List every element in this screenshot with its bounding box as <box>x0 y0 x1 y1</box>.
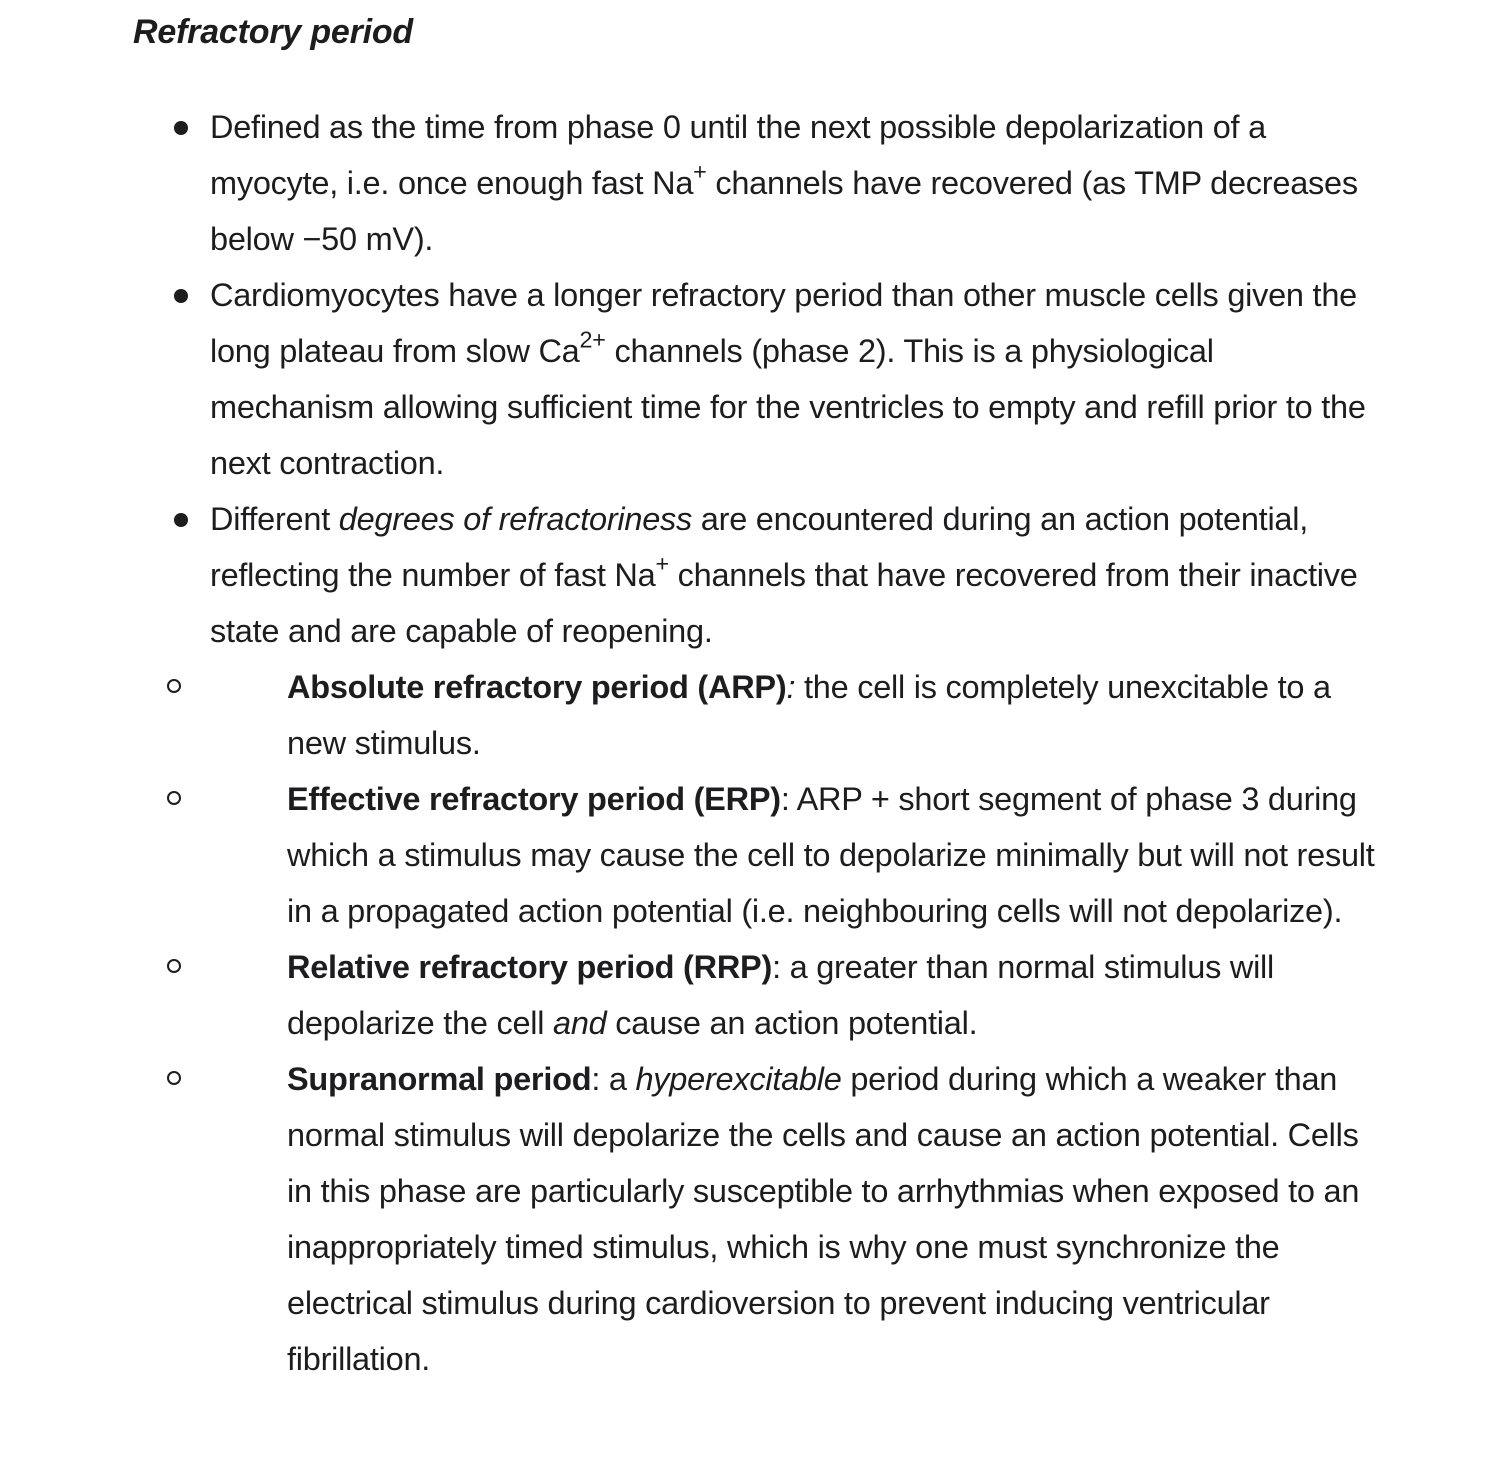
bullet-item-definition <box>133 99 1383 267</box>
sub-text: the cell is completely unexcitable to a new stimulus. <box>287 669 1331 761</box>
document-section <box>133 10 1383 1377</box>
superscript: + <box>693 158 707 185</box>
term-label: Supranormal period <box>287 1061 592 1097</box>
bullet-text: are encountered during an action potential, reflecting the number of fast Na <box>210 501 1308 593</box>
italic-text: and <box>553 1005 607 1041</box>
sub-item-arp <box>210 659 1383 771</box>
sub-text: : ARP + short segment of phase 3 during which a stimulus may cause the cell to depolarize minimally but will not result in a propagated action potential (i.e. neighbouring cells will not depolarize). <box>287 781 1375 929</box>
bullet-item-cardiomyocytes <box>133 267 1383 491</box>
sub-text: : a greater than normal stimulus will depolarize the cell <box>287 949 1274 1041</box>
sub-item-rrp <box>210 939 1383 1051</box>
bullet-item-degrees <box>133 491 1383 1387</box>
term-label: Effective refractory period (ERP) <box>287 781 781 817</box>
sub-text: : a <box>591 1061 636 1097</box>
sub-text: period during which a weaker than normal stimulus will depolarize the cells and cause an action potential. Cells in this phase are particularly susceptible to arrhythmias when exposed to an inappropriately timed stimulus, which is why one must synchronize the electrical stimulus during cardioversion to prevent inducing ventricular fibrillation. <box>287 1061 1360 1377</box>
sub-bullet-list <box>210 659 1383 1387</box>
bullet-text: Cardiomyocytes have a longer refractory period than other muscle cells given the long plateau from slow Ca <box>210 277 1357 369</box>
italic-text: hyperexcitable <box>635 1061 842 1097</box>
italic-text: degrees of refractoriness <box>338 501 693 537</box>
term-label: Relative refractory period (RRP) <box>287 949 773 985</box>
bullet-text: channels (phase 2). This is a physiological mechanism allowing sufficient time for the ventricles to empty and refill prior to the next contraction. <box>210 333 1366 481</box>
bullet-text: channels that have recovered from their inactive state and are capable of reopening. <box>210 557 1358 649</box>
bullet-text: Defined as the time from phase 0 until the next possible depolarization of a myocyte, i.e. once enough fast Na <box>210 109 1266 201</box>
superscript: + <box>655 550 669 577</box>
superscript: 2+ <box>579 326 606 353</box>
section-title: Refractory period <box>133 13 414 51</box>
bullet-text: Different <box>210 501 339 537</box>
term-label: Absolute refractory period (ARP) <box>287 669 787 705</box>
bullet-text: channels have recovered (as TMP decreases below −50 mV). <box>210 165 1358 257</box>
bullet-list <box>133 99 1383 1387</box>
sub-text: cause an action potential. <box>606 1005 978 1041</box>
sub-item-supranormal <box>210 1051 1383 1387</box>
italic-colon: : <box>786 669 796 705</box>
sub-item-erp <box>210 771 1383 939</box>
